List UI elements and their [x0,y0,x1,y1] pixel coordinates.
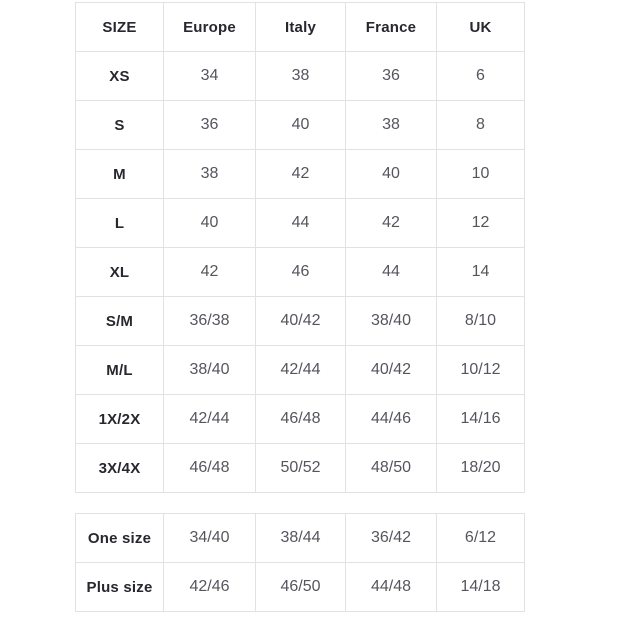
value-cell: 6/12 [437,514,525,563]
table-row [76,52,525,101]
value-cell: 14 [437,248,525,297]
value-cell: 50/52 [256,444,346,493]
table-row [76,199,525,248]
value-cell: 46 [256,248,346,297]
value-cell: 8/10 [437,297,525,346]
value-cell: 48/50 [346,444,437,493]
size-label-cell: 3X/4X [76,444,164,493]
column-header-france: France [346,3,437,52]
column-header-uk: UK [437,3,525,52]
size-label-cell: XS [76,52,164,101]
value-cell: 40 [164,199,256,248]
table-row [76,297,525,346]
value-cell: 44/46 [346,395,437,444]
value-cell: 34/40 [164,514,256,563]
value-cell: 36/42 [346,514,437,563]
value-cell: 40/42 [346,346,437,395]
value-cell: 42 [256,150,346,199]
size-label-cell: L [76,199,164,248]
table-row [76,248,525,297]
table-row [76,101,525,150]
value-cell: 38/44 [256,514,346,563]
value-cell: 46/50 [256,563,346,612]
value-cell: 44/48 [346,563,437,612]
value-cell: 42/44 [164,395,256,444]
value-cell: 40/42 [256,297,346,346]
value-cell: 38 [346,101,437,150]
value-cell: 38 [256,52,346,101]
value-cell: 14/18 [437,563,525,612]
value-cell: 44 [346,248,437,297]
table-row [76,150,525,199]
value-cell: 34 [164,52,256,101]
value-cell: 36 [164,101,256,150]
table-row [76,514,525,563]
value-cell: 40 [346,150,437,199]
size-label-cell: XL [76,248,164,297]
value-cell: 10 [437,150,525,199]
table-row [76,346,525,395]
value-cell: 12 [437,199,525,248]
table-row [76,444,525,493]
value-cell: 40 [256,101,346,150]
header-row [76,3,525,52]
table-row [76,563,525,612]
size-label-cell: 1X/2X [76,395,164,444]
value-cell: 6 [437,52,525,101]
value-cell: 42 [346,199,437,248]
value-cell: 8 [437,101,525,150]
column-header-size: SIZE [76,3,164,52]
main-size-table [75,2,525,493]
value-cell: 46/48 [164,444,256,493]
value-cell: 14/16 [437,395,525,444]
column-header-italy: Italy [256,3,346,52]
size-label-cell: S/M [76,297,164,346]
size-label-cell: S [76,101,164,150]
size-label-cell: Plus size [76,563,164,612]
value-cell: 38/40 [164,346,256,395]
column-header-europe: Europe [164,3,256,52]
size-label-cell: M [76,150,164,199]
value-cell: 44 [256,199,346,248]
size-label-cell: One size [76,514,164,563]
value-cell: 42 [164,248,256,297]
special-size-table [75,513,525,612]
value-cell: 38 [164,150,256,199]
value-cell: 36/38 [164,297,256,346]
size-conversion-chart [75,2,524,612]
value-cell: 42/46 [164,563,256,612]
table-row [76,395,525,444]
value-cell: 38/40 [346,297,437,346]
value-cell: 42/44 [256,346,346,395]
value-cell: 18/20 [437,444,525,493]
value-cell: 36 [346,52,437,101]
size-label-cell: M/L [76,346,164,395]
value-cell: 46/48 [256,395,346,444]
value-cell: 10/12 [437,346,525,395]
